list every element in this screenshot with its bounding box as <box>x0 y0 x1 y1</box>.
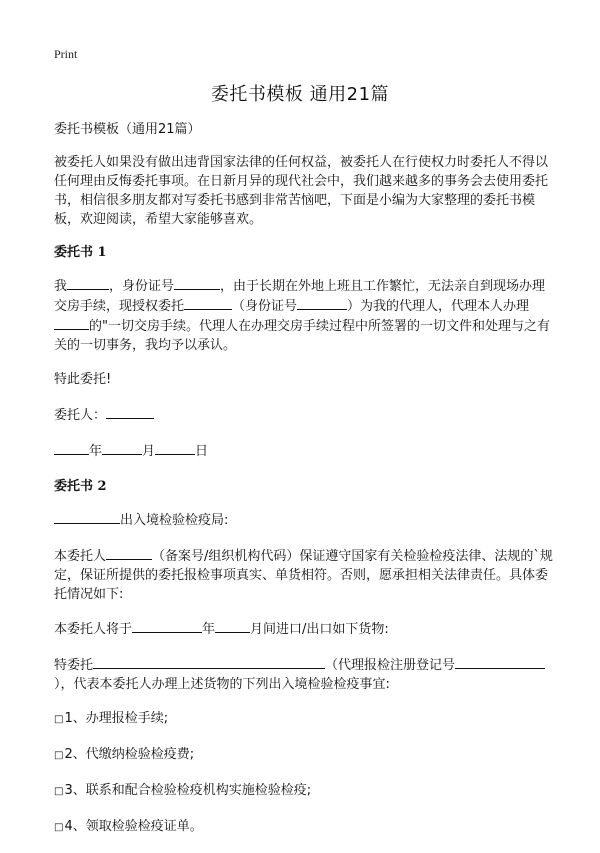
checkbox-icon: □ <box>54 750 64 761</box>
option-item: □2、代缴纳检验检疫费; <box>54 747 195 762</box>
intro-paragraph: 被委托人如果没有做出违背国家法律的任何权益，被委托人在行使权力时委托人不得以任何理由反悔委托事项。在日新月异的现代社会中，我们越来越多的事务会去使用委托书，相信很多朋友都对写委托书感到非常苦恼吧，下面是小编为大家整理的委托书模板，欢迎阅读，希望大家能够喜欢。 <box>54 155 549 227</box>
blank-year-2 <box>132 619 202 633</box>
section-2-heading: 委托书 2 <box>54 479 107 494</box>
blank-id-number <box>174 276 220 290</box>
blank-consignor <box>106 546 152 560</box>
section-2-paragraph-1: 本委托人 （备案号/组织机构代码）保证遵守国家有关检验检疫法律、法规的`规定，保证所提供的委托报检事项真实、单货相符。否则，愿承担相关法律责任。具体委托情况如下: <box>54 546 554 604</box>
blank-name <box>67 276 109 290</box>
blank-agent-name <box>184 296 232 310</box>
checkbox-icon: □ <box>54 822 64 833</box>
addressee-line: 出入境检验检疫局: <box>54 510 554 530</box>
document-subtitle: 委托书模板（通用21篇） <box>54 122 201 137</box>
document-body <box>54 120 554 853</box>
option-item: □3、联系和配合检验检疫机构实施检验检疫; <box>54 783 312 798</box>
section-1-heading: 委托书 1 <box>54 245 107 260</box>
blank-bureau <box>54 510 120 524</box>
date-line: 年 月 日 <box>54 441 554 461</box>
principal-line: 委托人： <box>54 405 554 425</box>
blank-year <box>54 441 89 455</box>
blank-agent-id <box>297 296 347 310</box>
blank-month-2 <box>215 619 250 633</box>
blank-property <box>54 316 89 330</box>
option-item: □4、领取检验检疫证单。 <box>54 819 203 834</box>
print-label: Print <box>54 47 78 61</box>
section-2-paragraph-3: 特委托 （代理报检注册登记号），代表本委托人办理上述货物的下列出入境检验检疫事宜: <box>54 655 554 694</box>
blank-registration-number <box>455 655 545 669</box>
blank-principal <box>106 405 154 419</box>
blank-month <box>102 441 142 455</box>
blank-day <box>155 441 195 455</box>
section-2-paragraph-2: 本委托人将于 年 月间进口/出口如下货物: <box>54 619 554 639</box>
section-1-paragraph: 我 ，身份证号 ，由于长期在外地上班且工作繁忙，无法亲自到现场办理交房手续，现授权委托 （身份证号 ）为我的代理人，代理本人办理的"一切交房手续。代理人在办理交房手续过程中所签署的一切文件和处理与之有关的一切事务，我均予以承认。 <box>54 276 554 355</box>
checkbox-icon: □ <box>54 714 64 725</box>
option-item: □1、办理报检手续; <box>54 711 169 726</box>
special-note: 特此委托! <box>54 372 112 387</box>
blank-agency <box>93 655 325 669</box>
checkbox-icon: □ <box>54 786 64 797</box>
document-title: 委托书模板 通用21篇 <box>210 84 390 105</box>
